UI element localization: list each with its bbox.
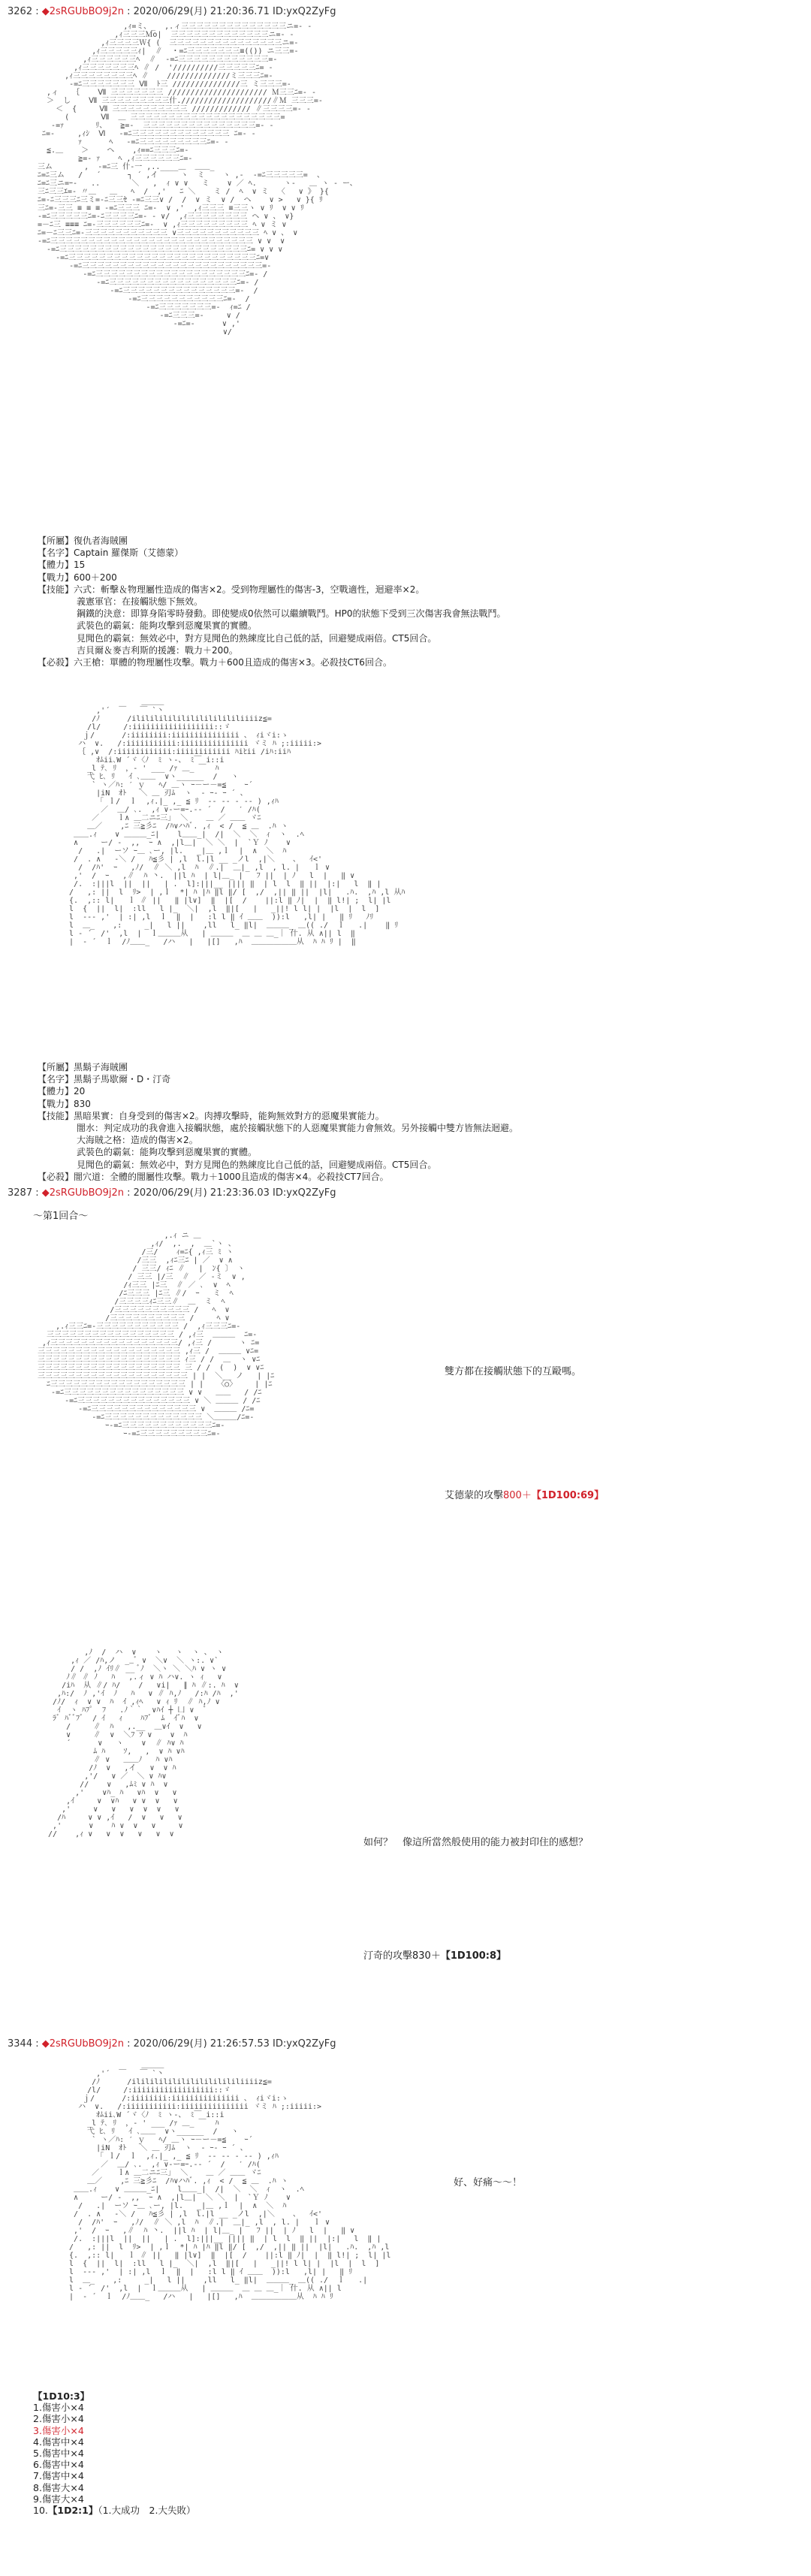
card-skill: 【技能】黑暗果實：自身受到的傷害×2。肉搏攻擊時，能夠無效對方的惡魔果實能力。 xyxy=(38,1110,384,1121)
dice-option-last xyxy=(33,2505,195,2516)
card-skill: 【技能】六式：斬擊＆物理屬性造成的傷害×2。受到物理屬性的傷害-3，空戰適性，迴避率×2。 xyxy=(38,584,425,595)
post-trip[interactable]: ◆2sRGUbBO9j2n xyxy=(41,2038,124,2050)
card-skill-detail: 見聞色的霸氣：無效必中，對方見聞色的熟練度比自己低的話，回避變成兩倍。CT5回合。 xyxy=(77,1159,437,1170)
caption-edmond-attack xyxy=(445,1487,604,1501)
post-datetime: 2020/06/29(月) 21:26:57.53 xyxy=(133,2038,270,2050)
ascii-art-teach: ＿＿＿ ,'´ ￣ ￣ `丶 /ﾉ /ililililililililililililiiiiz≦= /l/ /:iiiiiiiiiiiiiiiiii::ゞ ｊ/ /:iiiiiiii:iiiiiiiiiiiiiii 、 ｨiヾi:ゝ ハ ∨. /:iiiiiiiiiii:iiiiiiiiiiiiiii ヾミ ﾊ ;:iiiii:> ｛ ,∨ /:iiiiiiiiiiii:iiiiiiiiiiii ﾊiﾋii /iﾊ:iiﾊ ｵﾑii､W ´ヾ〈ﾉ ﾐ ヽ‐、 ﾐ￣ i::i _l ﾃ､ ﾘ ，- ' ___ /ｧ ＿_ ￣ ﾊ 弋 ﾋ､ ﾘ ｲ ､＿＿ ∨ヽ______ / ヽ ` ヽ／ﾊ: ′ ｙ ﾍ/ ＿ヽ ｰ－ー－=≦ ｰ´ |iN ｵﾄ ＼ ＿ 刃ﾑ ヽ ‐ ｰ‐ ｰ ´ 、 「 ｌ/ ｌ ,ｨ.|_ ,_ ≦ ﾘ ‐- ‐- ‐ ‐- ) ,ｨﾊ ／ ＿/ ､. ,ｨ ∨‐ー=ｰ.-‐ ´ / ′ /ﾊ( ／ ｌ∧ ＿二ニﾆ三｣ ＼ ＿ ／ ＿＿ ヾﾆ ＿／ ,ﾆ 三≧彡ﾆ /ﾊ∨ハﾊﾞ. ,ｨ < / ≦ ＿ .ﾊ ヽ ＿＿.ｨ ∨ ＿＿＿_ﾆ| l＿＿_| /| ＼ ＼ ｨ ヽ .ﾍ ∧ ー/ ‐ ,, ｰ ∧ ,|l＿| ＼ ＼ | `Ｙ ﾉ ∨ / .| ーソ ｰ＿ ､ー, |l. _|＿ ,ｌ | ∧ ＼ ﾊ / . ∧ ‐＼ / ﾊ≦彡 | ,l l.|l __ _ノl ,|＼ 、 ｲ<' / /ﾊ' ｰ ,ﾉ/ ∥ ＼ ,l ﾊ ∥.| ＿|_ ,l , l. | ｌ ∨ ,' / ｰ ,∥ ﾊ 丶. ||l ﾊ | l|＿_ | ﾌ || | ﾉ l | ‖ ∨ /. :|||l || || | . l]:|||__ |||| ‖ | l l ‖ || |:| l ‖ | / ,: || l ﾘ> | ,ｌ *| ﾊ |ﾊ ‖l ‖/ [ ,/ ,|| ‖ || |l| .ﾊ. ,ﾊ ,l 从ﾊ {. ,:: l| ｌ ∥ || ‖ |l∨] ‖ |[ / ||:l ‖ ﾉ| | ‖ l!| ; l| |l l { || l| :ll l |_ ＼| ,l ‖|[ | _||! l l| | |l | l ] l ‐‐‐ ,' | :| ,l ｌ ‖ | :l l ‖ ｲ ＿＿ )):l ,l| | ‖ ﾘ ﾉﾘ l ＿_ ,: _| l || ,ll l_ ‖l| ＿＿＿_ ＿(( ./ ｌ .| ‖ ﾘ l ‐ ´ /' ,l | ｌ＿＿＿从 | ＿＿＿ ＿ ＿ ＿_｜ 什. 从 ∧|| l ‖ | ‐ ´ ｌ /ﾉ＿＿_ /ハ | |[] ,ﾊ ＿＿＿＿＿＿从 ﾊ ﾊ ﾘ | ‖ xyxy=(69,698,406,946)
separator: : xyxy=(123,6,134,17)
post-number: 3344 xyxy=(8,2038,33,2050)
dice-option-note: （1.大成功 2.大失敗） xyxy=(98,2505,196,2517)
caption-text: 汀奇的攻擊830＋ xyxy=(363,1950,441,1962)
dice-option: 4.傷害中×4 xyxy=(33,2436,84,2448)
dice-roll: 【1D100:69】 xyxy=(531,1490,604,1501)
separator: : xyxy=(32,2038,42,2050)
dice-roll: 【1D100:8】 xyxy=(440,1950,507,1962)
card-hp: 【體力】15 xyxy=(38,560,86,571)
dice-option: 6.傷害中×4 xyxy=(33,2459,84,2471)
character-card-edmond xyxy=(38,535,506,668)
separator: : xyxy=(123,2038,134,2050)
dice-option: 8.傷害大×4 xyxy=(33,2481,84,2493)
post-trip[interactable]: ◆2sRGUbBO9j2n xyxy=(41,6,124,17)
dice-option-selected: 3.傷害小×4 xyxy=(33,2424,84,2436)
card-affiliation: 【所屬】黑鬍子海賊團 xyxy=(38,1062,128,1072)
card-name: 【名字】黑鬍子馬歇爾・D・汀奇 xyxy=(38,1074,171,1085)
card-skill-detail: 武裝色的霸氣：能夠攻擊到惡魔果實的實體。 xyxy=(77,1147,258,1158)
post-datetime: 2020/06/29(月) 21:23:36.03 xyxy=(133,1187,270,1199)
post-header xyxy=(8,2035,336,2050)
ascii-art-edmond: ,ｨ=ミ、_ ,.ィ三三三三三三三三三三三三三三ニ=- - ,ｨ三三三Ｍo| 三三三三三三三三三三三三三ニ=- - ,ｨ三三三三Ｗ{ ( 三三三三三三三三三三三三三三三ニ=- ,ｨ三三三三三ｨ| ∥ ・=ﾆ三三三三三三三≡(()) ニ三三=- ,ｨ三三三三三三ﾍ ∥ -=ﾆ三三三三三三三三三三三三=- ,ｨ三三三三三三三ﾍ ∥ / '//////////三三三三三ﾆ= - ,ｨ三三三三三三三三ﾍ ∥ //////////////ミ三三三ﾆ=- -=ﾆ三三三三三三三 Ⅶ ﾄ三 ///////////////三 ミ三三三=- ,ィ ｛ Ⅶ 三三三三三三三 ////////////////////// Ｍ三三ﾆ=- - ＞ し Ⅶ 三三三三三三三三三什.////////////////////∥Ｍ 三三三=- ＜ { Ⅶ 三三三三三三三三三三 ///////////// ∥三三三三=- - ( Ⅶ ＿ 三三三三三三三三三三三三三三三三三三三三= -=ｧ ﾘ、 ≧=- 三三三三三三三三三三三三三三三=- - ﾆ=- ,ｨｼ Ⅵ -=ﾆ三三三三三三三三三三三三三 ﾆ=- - ｧ ﾍ -=ﾆ三三三三三三三三三ﾆ=- - ≦.＿ ＞ ヘ ,ｨ==ﾆ三三三ﾆ=- ≧=- ｧ ﾍ ,ｨ三三三三三三ﾆ=- 三ム , -=ﾆ三 什-一 ,..____＿ ＿＿_ ﾆ=ﾆ三ム / ´ ┐ ´ ,イ ヽ ミ ヽ ,- -=ﾆ三三三三三= 、 ﾆ=ﾆ三ニ=ｰ- .. ＼ , ｨ ∨ ∨ ミ ∨ ／ ﾍ. ヽ- ＿ ヽ ‐ ー、 三ﾆ三三ｴ=- 〃＿ ＿ ﾍ / ,' ﾆ ＼ ミ / ﾍ ∨ ミ 〈 ∨ 》 }{ ﾆ=-ﾆ三三三ﾆ三ミ=-ﾆ三三ｾ -=ﾆ三三∨ / / ∨ ミ ∨ / ヘ ∨ > ∨ }{ ﾘ 三ﾆ=-三三 ≡ ≡ ≡ -=ﾆ三三三 ﾆ=- ∨ ,' ,ｨ三三三 ≡三三ヽ ∨ ﾘ ∨ ∨ ﾘ -=ﾆ三三三三三ﾆ=-ﾆ三三三三ﾆ=- ‐ ∨/ ,ｨ三三三三三三三三 ヘ ∨ 、 ∨} =－ﾆ三 ≡≡≡ ﾆ=-三三三三三三ﾆ=- ∨ ,ｨ三三三三三三三三三 ﾍ ∨ ミ ∨ ﾆ=－ﾆ三三ﾆ=-三三三三三三三三三三三 ∨三三三三三三三三三三三 ﾍ ∨ 、 ∨ -=ﾆ三三三三三三三三三三三三三三三三三三三三三三三三三三三 ∨ ∨ ∨ -=ﾆ三三三三三三三三三三三三三三三三三三三三三三三三三ﾆ= ∨ ∨ ∨ -=ﾆ三三三三三三三三三三三三三三三三三三三三三三三三三ﾆ=∨ -=ﾆ三三三三三三三三三三三三三三三三三三三三三三三三=- -=ﾆ三三三三三三三三三三三三三三三三三三三三ﾆ=- / -=ﾆ三三三三三三三三三三三三三三三三三ﾆ=- / -=ﾆ三三三三三三三三三三三三三三三=- / -=ﾆ三三三三三三三三三三三ﾆ=- / -=ﾆ三三三三三三三=- ｨ=ﾆ / -=ﾆ三三三=- ∨ / -=ﾆ=- ∨ ,' ∨/ xyxy=(38,23,357,336)
card-skill-detail: 見聞色的霸氣：無效必中，對方見聞色的熟練度比自己低的話，回避變成兩倍。CT5回合。 xyxy=(77,632,437,644)
post-datetime: 2020/06/29(月) 21:20:36.71 xyxy=(133,6,270,17)
caption-both-contact: 雙方都在接觸狀態下的互毆嗎。 xyxy=(445,1366,582,1377)
card-name: 【名字】Captain 羅傑斯（艾德蒙） xyxy=(38,547,184,559)
post-number: 3262 xyxy=(8,6,33,17)
card-power: 【戰力】600＋200 xyxy=(38,572,117,583)
dice-option-number: 10. xyxy=(33,2505,48,2517)
dice-option: 1.傷害小×4 xyxy=(33,2402,84,2414)
separator: : xyxy=(32,1187,42,1199)
caption-text: 艾德蒙的攻擊 xyxy=(445,1490,504,1501)
dice-roll: 【1D2:1】 xyxy=(47,2505,98,2517)
round-label: ～第1回合～ xyxy=(33,1211,89,1222)
damage-dice-table xyxy=(33,2390,195,2516)
post-header xyxy=(8,1184,336,1199)
post-header xyxy=(8,3,336,17)
card-skill-detail: 義憲軍官：在接觸狀態下無效。 xyxy=(77,596,204,608)
caption-teach-question: 如何？ 像這所當然般使用的能力被封印住的感想？ xyxy=(363,1837,589,1848)
card-affiliation: 【所屬】復仇者海賊團 xyxy=(38,535,128,546)
card-skill-detail: 吉貝爾＆麥吉利斯的援護：戰力＋200。 xyxy=(77,644,238,656)
character-card-teach xyxy=(38,1061,518,1183)
attack-value: 800＋ xyxy=(503,1490,532,1501)
separator: : xyxy=(32,6,42,17)
caption-ouch: 好、好痛～～！ xyxy=(454,2177,523,2188)
post-id[interactable]: ID:yxQ2ZyFg xyxy=(273,6,336,17)
card-skill-detail: 闇水：判定成功的我會進入接觸狀態，處於接觸狀態下的人惡魔果實能力會無效。另外接觸中雙方皆無法迴避。 xyxy=(77,1123,519,1134)
ascii-art-teach-closeup: ,ﾉ / ハ ∨ ヽ ヽ ヽ 、 ヽ ,ｨ ／ /ﾊ,ノ __ﾞ ∨ ＼∨ ＼ ヽ:. ∨` / / ,ﾉ ｲﾘ∥ __ ﾞﾉ ＼ヽ ＼ ＼ﾊ ∨ ヽ ∨ ﾉ∥ ∥ ﾉ ﾊ ,.ィ ∨ ﾊ ハ∨. ヽ ｨ ∨ /iﾊ 从 ∥/ ﾊ/ / ∨i| ∥ ﾊ ∥:. ﾊ ∨ ,ﾊ:/ ﾉ ,'ｲ ﾉ ﾊ ∨ ∥ ﾊ,ﾉ /:ﾊ /ﾊ ,' /ﾉ/ ｨ ∨ ∨ ﾊ ｲ ,ｨﾍ ∨ ｨ ﾘ ∥ ﾊ,ﾉ ∨ ｲ ヽ ﾊﾌﾟ ﾌ .ﾉ｀｀ ∨ﾊｲ ┼ 凵 ∨ ﾞ ﾗﾞ ﾊﾞﾞﾌﾞ / ｲ ｨ ﾊﾌﾞ ﾑ ｲﾞﾊ ∨ / ∥ ﾊ ,.__ ＿∨ｲ ∨ ∨ ∨ ∥ ∨ ＼ﾌ ｿ ∨ ∨ ﾊ ´ ∨ ヽ ∨ ∥ ﾊ∨ ﾊ ﾑ ﾊ ｿ, , ∨ ﾊ ∨ﾊ ∥ ∨ ＿＿ﾉ ﾊ ∨ﾊ /ﾉ ∨ ,イ ∨ ∨ ﾊ ,'/ ∨ ／ ＼ ∨ ﾊ∨ // ∨ ,ﾑﾐ ∨ ﾊ ∨ ,' ∨ﾊ_ ﾊ ∨ﾊ ∨ ∨ ,ｲ ∨ ∨ﾊ ∨ ∨ ∨ ∨ ,' ∨ ∨ ∨ ∨ ∨ ∨ /ﾊ ∨ ∨ ,ｲ / ∨ ∨ ∨ ,' ∨ ﾊ ∨ ∨ ∨ ∨ // ,ｨ ∨ ∨ ∨ ∨ ∨ ∨ xyxy=(48,1648,239,1838)
card-skill-detail: 鋼鐵的決意：即算身陷零時發動。即使變成0依然可以繼續戰鬥。HP0的狀態下受到三次傷害我會無法戰鬥。 xyxy=(77,608,506,620)
dice-option: 7.傷害中×4 xyxy=(33,2470,84,2482)
card-hp: 【體力】20 xyxy=(38,1086,86,1097)
post-id[interactable]: ID:yxQ2ZyFg xyxy=(273,2038,336,2050)
card-power: 【戰力】830 xyxy=(38,1098,91,1109)
card-special: 【必殺】六王槍：單體的物理屬性攻擊。戰力＋600且造成的傷害×3。必殺技CT6回合。 xyxy=(38,657,392,668)
dice-header: 【1D10:3】 xyxy=(33,2390,90,2402)
card-special: 【必殺】闇穴道：全體的闇屬性攻擊。戰力＋1000且造成的傷害×4。必殺技CT7回合。 xyxy=(38,1171,389,1182)
post-trip[interactable]: ◆2sRGUbBO9j2n xyxy=(41,1187,124,1199)
caption-teach-attack xyxy=(363,1947,506,1962)
dice-option: 5.傷害中×4 xyxy=(33,2448,84,2460)
card-skill-detail: 大海賊之格：造成的傷害×2。 xyxy=(77,1135,198,1146)
ascii-art-teach-2: ＿＿＿ ,'´ ￣ ￣ `丶 /ﾉ /ililililililililililililiiiiz≦= /l/ /:iiiiiiiiiiiiiiiiii::ゞ ｊ/ /:iiiiiiii:iiiiiiiiiiiiiii 、 ｨiヾi:ゝ ハ ∨. /:iiiiiiiiiii:iiiiiiiiiiiiiii ヾミ ﾊ ;:iiiii:> ｵﾑii､W ´ヾ〈ﾉ ﾐ ヽ‐、 ﾐ￣ i::i _l ﾃ､ ﾘ ，- ' ___ /ｧ ＿_ ￣ ﾊ 弋 ﾋ､ ﾘ ｲ ､＿＿ ∨ヽ______ / ヽ ` ヽ／ﾊ: ′ ｙ ﾍ/ ＿ヽ ｰ－ー－=≦ ｰ´ |iN ｵﾄ ＼ ＿ 刃ﾑ ヽ ‐ ｰ‐ ｰ ´ 、 「 ｌ/ ｌ ,ｨ.|_ ,_ ≦ ﾘ ‐- ‐- ‐ ‐- ) ,ｨﾊ ／ ＿/ ､. ,ｨ ∨‐ー=ｰ.-‐ ´ / ′ /ﾊ( ／ ｌ∧ ＿二ニﾆ三｣ ＼ ＿ ／ ＿＿ ヾﾆ ＿／ ,ﾆ 三≧彡ﾆ /ﾊ∨ハﾊﾞ. ,ｨ < / ≦ ＿ .ﾊ ヽ ＿＿.ｨ ∨ ＿＿＿_ﾆ| l＿＿_| /| ＼ ＼ ｨ ヽ .ﾍ ∧ ー/ ‐ ,, ｰ ∧ ,|l＿| ＼ ＼ | `Ｙ ﾉ ∨ / .| ーソ ｰ＿ ､ー, |l. _|＿ ,ｌ | ∧ ＼ ﾊ / . ∧ ‐＼ / ﾊ≦彡 | ,l l.|l __ _ノl ,|＼ 、 ｲ<' / /ﾊ' ｰ ,ﾉ/ ∥ ＼ ,l ﾊ ∥.| ＿|_ ,l , l. | ｌ ∨ ,' / ｰ ,∥ ﾊ 丶. ||l ﾊ | l|＿_ | ﾌ || | ﾉ l | ‖ ∨ /. :|||l || || | . l]:|||__ |||| ‖ | l l ‖ || |:| l ‖ | / ,: || l ﾘ> | ,ｌ *| ﾊ |ﾊ ‖l ‖/ [ ,/ ,|| ‖ || |l| .ﾊ. ,ﾊ ,l {. ,:: l| ｌ ∥ || ‖ |l∨] ‖ |[ / ||:l ‖ ﾉ| | ‖ l!| ; l| |l l { || l| :ll l |_ ＼| ,l ‖|[ | _||! l l| | |l | l ] l ‐‐‐ ,' | :| ,l ｌ ‖ | :l l ‖ ｲ ＿＿ )):l ,l| | ‖ ﾘ l ＿_ ,: _| l || ,ll l_ ‖l| ＿＿＿_ ＿(( ./ ｌ .| l ‐ ´ /' ,l | ｌ＿＿＿从 | ＿＿＿ ＿ ＿ ＿_｜ 什. 从 ∧|| l | ‐ ´ ｌ /ﾉ＿＿_ /ハ | |[] ,ﾊ ＿＿＿＿＿＿从 ﾊ ﾊ ﾘ xyxy=(69,2062,391,2301)
dice-option: 9.傷害大×4 xyxy=(33,2493,84,2505)
post-id[interactable]: ID:yxQ2ZyFg xyxy=(273,1187,336,1199)
ascii-art-clash: ,.ｨ ニ ＿ ,ｨ/ ,. , ＿`ヽ 、 /三/ ｨ=ﾆ{ ,ｨ三 ﾐ ヽ /三三 ,ｨﾆ三ﾆ | ／ ∨ ∧ / 三三/ ｨﾆ ∥ | ﾝ{ 〕 ヽ / 三三 |/三 ∥ ／ ‐ミ ∨ , /ｨ三三 |ﾆ三 ∥ ／ ､ ∨ ﾍ /ﾆ三三三 |ﾆ三 ∥/ ｰ ミ ﾍ /三三三三ｨﾆ三三∥ ＿ ミ ﾍ /三三三三三三三三三三 / ﾍ ∨ /三三三三三三三三三三 / ﾍ ∨ ,.ｨ三三ﾆ=-三三三三三三三三三三三 / ,ｨ三三三ﾆ=- 三三三三三三三三三三三三三三三三三 / ,ｨ三 ＿＿＿ ﾆ=- ,ｨ三三三三三三三三三三三三三三三三三/ ,ｨ三 / ヽ ﾆ= 三三三三三三三三三三三三三三三三三三三 ,ｨ三 / ＿＿＿ ∨ﾆ= 三三三三三三三三三三三三三三三三三三三 ｨ三 / / ＿ ヽ ∨ﾆ 三三三三三三三三三三三三三三三三三三三 三 / / ( ) ∨ ∨ﾆ 三三三三三三三三三三三三三三三三三三三三 | | ＼__ ノ | |ﾆ ﾆ三三三三三三三三三三三三三三三三三三 | | 〈○〉 | |ﾆ -=ﾆ三三三三三三三三三三三三三三三三 ∨ ∨ ＿＿ / /ﾆ -=ﾆ三三三三三三三三三三三三三三三 ∨ ＼ ＿＿＿ / /ﾆ -=ﾆ三三三三三三三三三三三三三三 ∨ ＿＿＿ /ﾆ= -=ﾆ三三三三三三三三三三三三三 ＼＿＿＿/ﾆ=- ｰ-=ﾆ三三三三三三三三三三三三ﾆ=- ｰ-=ﾆ三三三三三三三三三ﾆ=- xyxy=(38,1232,275,1438)
separator: : xyxy=(123,1187,134,1199)
card-skill-detail: 武裝色的霸氣：能夠攻擊到惡魔果實的實體。 xyxy=(77,620,258,632)
post-number: 3287 xyxy=(8,1187,33,1199)
dice-option: 2.傷害小×4 xyxy=(33,2413,84,2425)
